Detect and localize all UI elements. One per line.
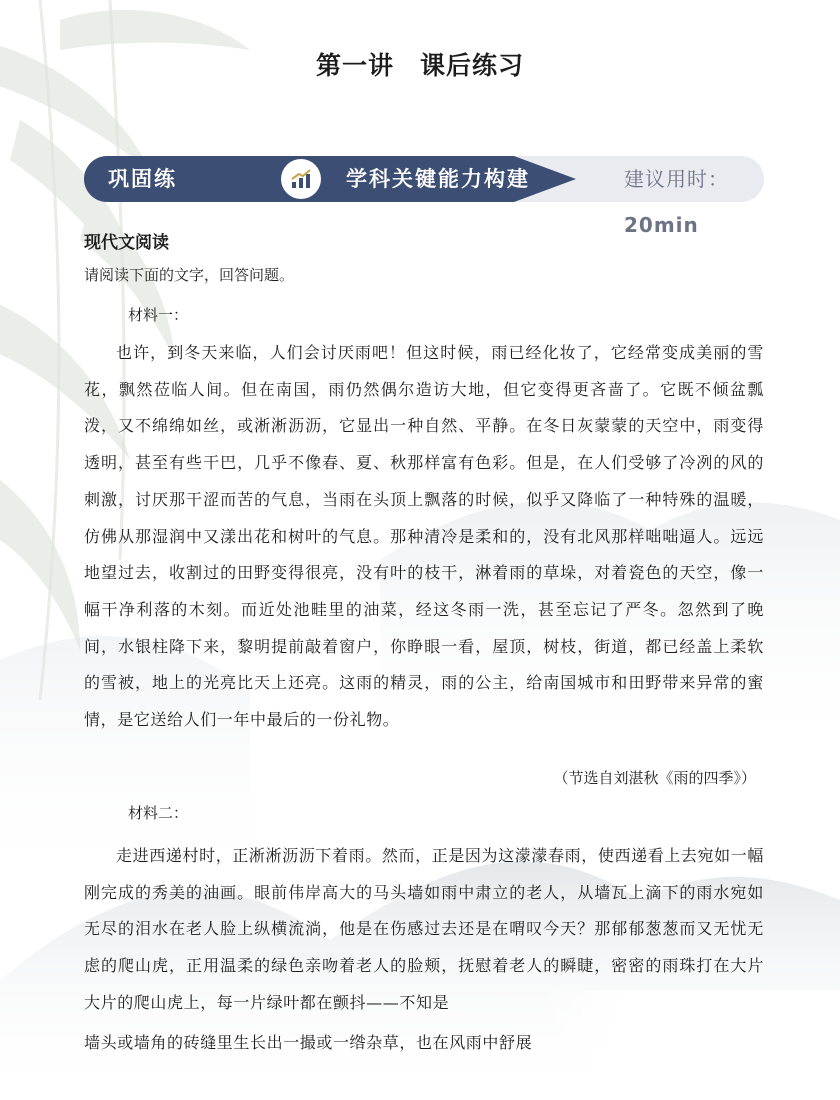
- suggested-time: [624, 156, 764, 237]
- banner-subtitle: 学科关键能力构建: [346, 167, 530, 191]
- banner-label: 巩固练: [108, 167, 177, 191]
- reading-instruction: 请阅读下面的文字，回答问题。: [84, 266, 295, 284]
- suggested-time-value: 20min: [624, 213, 699, 237]
- material-one-label: 材料一：: [128, 306, 189, 324]
- cropped-edge-fade: [540, 990, 840, 1100]
- bar-chart-icon: [281, 159, 321, 199]
- material-one-source: （节选自刘湛秋《雨的四季》）: [553, 769, 756, 787]
- material-two-label: 材料二：: [128, 804, 189, 822]
- material-two-text-tail: 墙头或墙角的砖缝里生长出一撮或一绺杂草，也在风雨中舒展: [84, 1033, 533, 1052]
- section-banner: [84, 156, 764, 237]
- section-heading: 现代文阅读: [84, 233, 169, 253]
- document-title: 第一讲 课后练习: [315, 51, 524, 80]
- material-two-text: 走进西递村时，正淅淅沥沥下着雨。然而，正是因为这濛濛春雨，使西递看上去宛如一幅刚完成的秀美的油画。眼前伟岸高大的马头墙如雨中肃立的老人，从墙瓦上滴下的雨水宛如无尽的泪水在老人脸上纵横流淌，他是在伤感过去还是在喟叹今天？那郁郁葱葱而又无忧无虑的爬山虎，正用温柔的绿色亲吻着老人的脸颊，抚慰着老人的瞬睫，密密的雨珠打在大片大片的爬山虎上，每一片绿叶都在颤抖——不知是: [84, 846, 764, 1012]
- material-one-text: 也许，到冬天来临，人们会讨厌雨吧！但这时候，雨已经化妆了，它经常变成美丽的雪花，飘然莅临人间。但在南国，雨仍然偶尔造访大地，但它变得更吝啬了。它既不倾盆瓢泼，又不绵绵如丝，或淅淅沥沥，它显出一种自然、平静。在冬日灰蒙蒙的天空中，雨变得透明，甚至有些干巴，几乎不像春、夏、秋那样富有色彩。但是，在人们受够了冷冽的风的刺激，讨厌那干涩而苦的气息，当雨在头顶上飘落的时候，似乎又降临了一种特殊的温暖，仿佛从那湿润中又漾出花和树叶的气息。那种清冷是柔和的，没有北风那样咄咄逼人。远远地望过去，收割过的田野变得很亮，没有叶的枝干，淋着雨的草垛，对着瓷色的天空，像一幅干净利落的木刻。而近处池畦里的油菜，经这冬雨一洗，甚至忘记了严冬。忽然到了晚间，水银柱降下来，黎明提前敲着窗户，你睁眼一看，屋顶，树枝，街道，都已经盖上柔软的雪被，地上的光亮比天上还亮。这雨的精灵，雨的公主，给南国城市和田野带来异常的蜜情，是它送给人们一年中最后的一份礼物。: [84, 343, 764, 730]
- suggested-time-label: 建议用时：: [624, 167, 729, 191]
